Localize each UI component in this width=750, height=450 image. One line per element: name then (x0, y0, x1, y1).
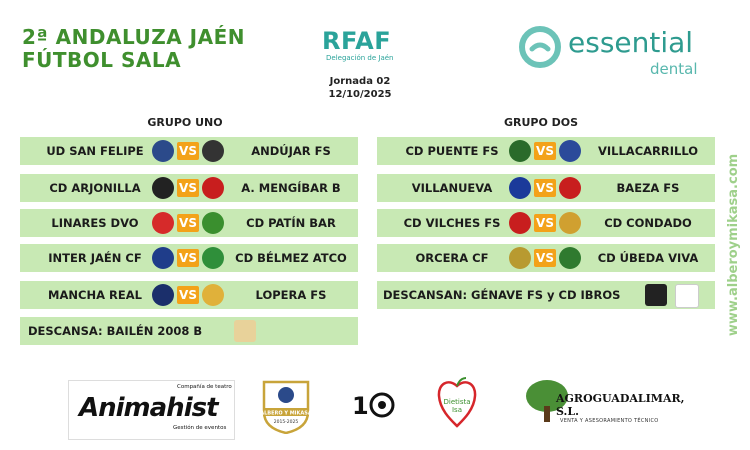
home-team: CD VILCHES FS (403, 216, 501, 230)
essential-dental-logo (518, 25, 718, 81)
group2-rest-text: DESCANSAN: GÉNAVE FS y CD IBROS (383, 288, 621, 302)
group1-title: GRUPO UNO (147, 116, 223, 129)
ten-ball-icon (352, 390, 398, 420)
match-row (20, 281, 358, 309)
away-team: LOPERA FS (255, 288, 327, 302)
animahist-bottom-text: Gestión de eventos (173, 425, 227, 431)
vs-badge: VS (177, 249, 199, 267)
away-crest-icon (202, 140, 224, 162)
match-row (20, 244, 358, 272)
match-row (377, 137, 715, 165)
match-row (20, 174, 358, 202)
away-team: BAEZA FS (616, 181, 680, 195)
away-team: A. MENGÍBAR B (241, 181, 341, 195)
match-row (377, 174, 715, 202)
home-team: VILLANUEVA (411, 181, 493, 195)
vs-badge: VS (534, 249, 556, 267)
home-crest-icon (152, 247, 174, 269)
genave-crest-icon (645, 284, 667, 306)
vs-badge: VS (534, 214, 556, 232)
group2-rest-row (377, 281, 715, 309)
competition-title (22, 26, 245, 72)
svg-text:ALBERO Y MIKASA: ALBERO Y MIKASA (260, 410, 312, 417)
away-crest-icon (202, 177, 224, 199)
dental-word: dental (650, 60, 698, 78)
side-url-text: www.alberoymikasa.com (726, 153, 741, 337)
jornada-label: Jornada 02 (329, 76, 391, 87)
title-line-1: 2ª ANDALUZA JAÉN (22, 25, 245, 49)
rfaf-subtitle: Delegación de Jaén (326, 54, 394, 62)
away-crest-icon (559, 247, 581, 269)
match-row (377, 209, 715, 237)
home-crest-icon (509, 247, 531, 269)
animahist-word: Animahist (79, 393, 218, 423)
away-crest-icon (559, 140, 581, 162)
svg-text:2015-2025: 2015-2025 (273, 420, 299, 425)
home-team: UD SAN FELIPE (46, 144, 144, 158)
animahist-top-text: Compañía de teatro (177, 384, 232, 390)
jornada-date: 12/10/2025 (328, 89, 392, 100)
home-crest-icon (152, 284, 174, 306)
vs-badge: VS (534, 179, 556, 197)
vs-badge: VS (177, 214, 199, 232)
away-team: VILLACARRILLO (597, 144, 699, 158)
home-team: INTER JAÉN CF (48, 251, 142, 265)
away-crest-icon (559, 212, 581, 234)
group2-title: GRUPO DOS (503, 116, 579, 129)
home-crest-icon (509, 212, 531, 234)
home-crest-icon (152, 140, 174, 162)
side-website-url (722, 130, 744, 360)
match-row (377, 244, 715, 272)
away-team: ANDÚJAR FS (251, 144, 331, 158)
albero-mikasa-icon (260, 378, 312, 434)
home-crest-icon (509, 177, 531, 199)
home-team: CD PUENTE FS (405, 144, 499, 158)
vs-badge: VS (177, 286, 199, 304)
apple-heart-icon (436, 376, 478, 428)
home-team: CD ARJONILLA (49, 181, 141, 195)
vs-badge: VS (177, 142, 199, 160)
away-team: CD CONDADO (604, 216, 692, 230)
vs-badge: VS (177, 179, 199, 197)
title-line-2: FÚTBOL SALA (22, 48, 182, 72)
group1-rest-row (20, 317, 358, 345)
away-team: CD BÉLMEZ ATCO (235, 251, 347, 265)
essential-dental-icon (518, 25, 562, 69)
home-team: LINARES DVO (51, 216, 139, 230)
away-crest-icon (202, 284, 224, 306)
essential-word: essential (568, 26, 694, 59)
away-team: CD ÚBEDA VIVA (597, 251, 699, 265)
albero-mikasa-crest (260, 378, 312, 434)
bailen-crest-icon (234, 320, 256, 342)
home-team: MANCHA REAL (48, 288, 142, 302)
group1-rest-text: DESCANSA: BAILÉN 2008 B (28, 324, 203, 338)
away-crest-icon (559, 177, 581, 199)
away-team: CD PATÍN BAR (246, 216, 336, 230)
animahist-logo (68, 380, 235, 440)
agroguadalimar-logo (520, 378, 685, 428)
home-crest-icon (152, 177, 174, 199)
rfaf-logo-text: RFAF (322, 27, 392, 55)
match-row (20, 209, 358, 237)
away-crest-icon (202, 247, 224, 269)
home-crest-icon (152, 212, 174, 234)
agro-word: AGROGUADALIMAR, S.L. (556, 392, 685, 418)
ibros-crest-icon (675, 284, 699, 308)
svg-text:1: 1 (352, 392, 369, 420)
svg-text:Isa: Isa (451, 406, 463, 414)
home-crest-icon (509, 140, 531, 162)
svg-text:Dietista: Dietista (443, 398, 471, 406)
vs-badge: VS (534, 142, 556, 160)
jornada-info (300, 75, 420, 101)
dietista-isa-logo (436, 376, 478, 428)
away-crest-icon (202, 212, 224, 234)
agro-sub: VENTA Y ASESORAMIENTO TÉCNICO (560, 418, 659, 424)
match-row (20, 137, 358, 165)
home-team: ORCERA CF (415, 251, 489, 265)
ten-logo (352, 390, 398, 420)
rfaf-logo (322, 28, 394, 62)
